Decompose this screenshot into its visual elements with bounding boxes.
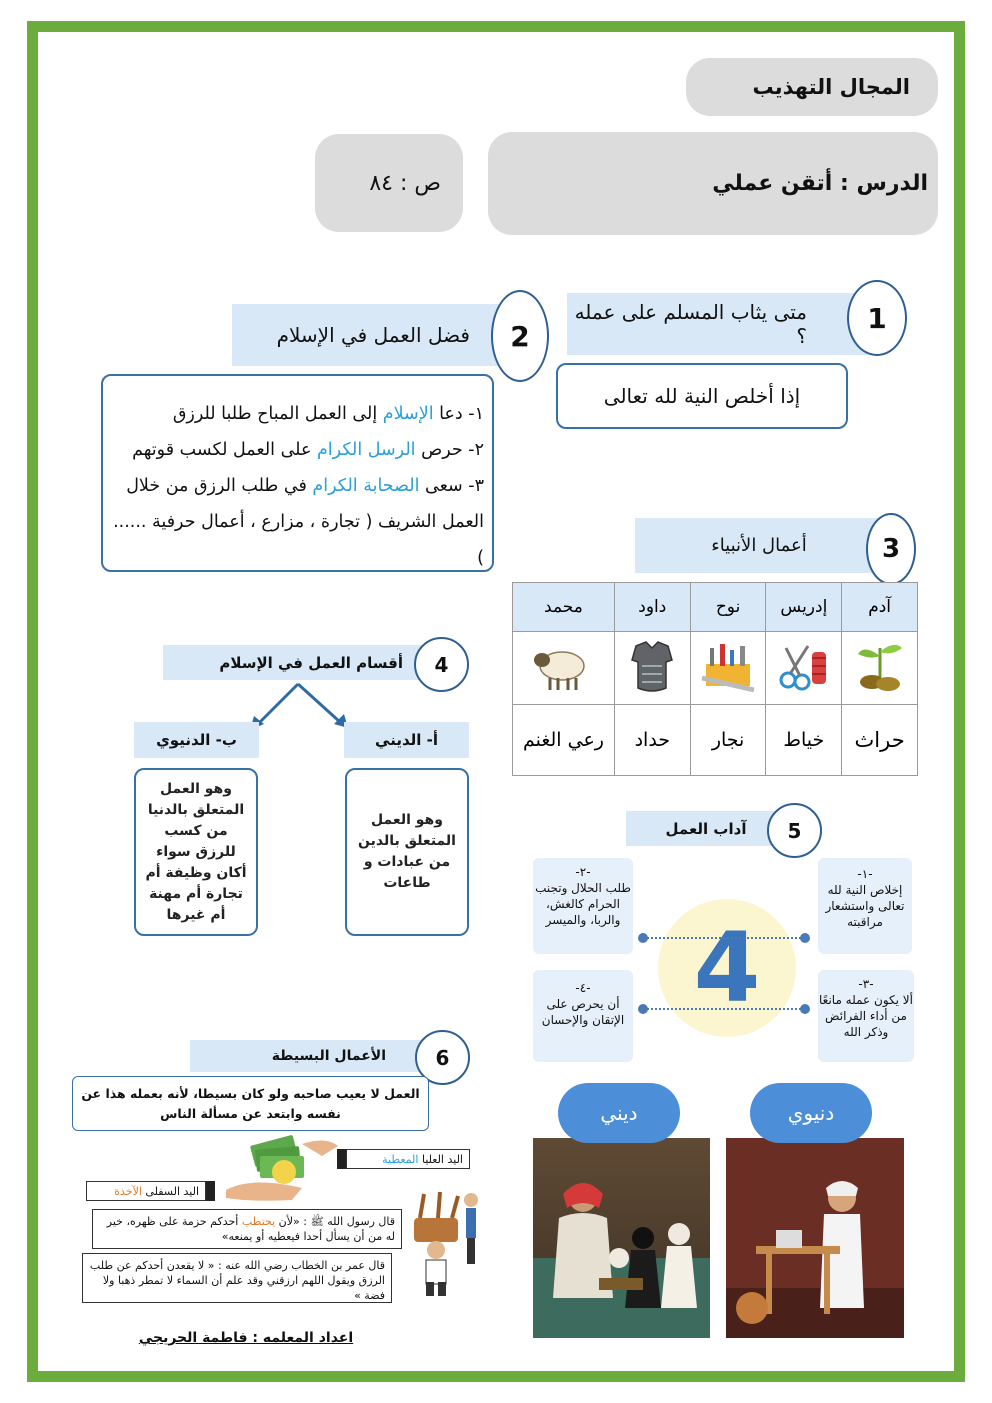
s5-manner-4-number: -٤- (575, 981, 591, 995)
s4-b-text-box (134, 768, 258, 936)
s5-manner-4-text: أن يحرص على الإتقان والإحسان (541, 997, 625, 1027)
s5-center-circle (658, 899, 796, 1037)
s1-title: متى يثاب المسلم على عمله ؟ (574, 300, 807, 348)
s5-dot (800, 1004, 810, 1014)
job-dawud: حداد (614, 705, 690, 776)
umar-quote: قال عمر بن الخطاب رضي الله عنه : « لا يقعدن أحدكم عن طلب الرزق ويقول اللهم ارزقني وقد علم أن السماء لا تمطر ذهبا ولا فضة » (89, 1259, 385, 1302)
s2-content-box (101, 374, 494, 572)
s3-number-badge (866, 513, 916, 585)
s4-a-label-bar (344, 722, 469, 758)
s1-number: 1 (867, 301, 887, 335)
s2-title: فضل العمل في الإسلام (276, 323, 470, 347)
author-text: اعداد المعلمه : فاطمة الحريجي (138, 1330, 354, 1346)
s5-dot (638, 1004, 648, 1014)
s4-title-bar (163, 645, 425, 680)
s5-manner-2 (533, 858, 633, 954)
s2-number: 2 (510, 319, 530, 353)
s4-a-text: وهو العمل المتعلق بالدين من عبادات و طاعات (358, 812, 456, 891)
lower-hand-label-marker (206, 1181, 215, 1201)
s5-manner-1-text: إخلاص النية لله تعالى واستشعار مراقبته (825, 883, 905, 929)
s4-a-label: أ- الديني (375, 731, 438, 749)
s5-number: 5 (787, 818, 802, 843)
s5-manner-4 (533, 970, 633, 1062)
s3-title-bar (635, 518, 883, 573)
s5-manner-1 (818, 858, 912, 954)
s4-title: أقسام العمل في الإسلام (219, 653, 403, 672)
sheep-icon (513, 632, 615, 705)
s2-title-bar (232, 304, 520, 366)
s4-b-label: ب- الدنيوي (156, 731, 237, 749)
s5-dot (638, 933, 648, 943)
field-title: المجال التهذيب (752, 75, 910, 99)
religious-label: ديني (600, 1101, 638, 1125)
s4-b-text: وهو العمل المتعلق بالدنيا من كسب للرزق سواء أكان وظيفة أم تجارة أم مهنة أم غيرها (145, 780, 247, 923)
s5-manner-3-text: ألا يكون عمله مانعًا من أداء الفرائض وذكر الله (819, 993, 913, 1039)
s2-line-1: ١- دعا الإسلام إلى العمل المباح طلبا للرزق (172, 404, 484, 424)
prophet-muhammad: محمد (513, 583, 615, 632)
s5-number-badge (767, 803, 822, 858)
page-number: ص : ٨٤ (369, 170, 441, 196)
s2-line-3: ٣- سعى الصحابة الكرام في طلب الرزق من خلال (126, 476, 484, 496)
job-idris: خياط (766, 705, 842, 776)
prophets-table (512, 582, 918, 776)
s1-number-badge (847, 280, 907, 356)
s4-number: 4 (434, 652, 449, 677)
s4-b-label-bar (134, 722, 259, 758)
money-hands-icon (222, 1132, 342, 1204)
s4-number-badge (414, 637, 469, 692)
s4-a-text-box (345, 768, 469, 936)
s5-title: آداب العمل (665, 819, 747, 838)
prophet-adam: آدم (842, 583, 918, 632)
s2-number-badge (491, 290, 549, 382)
s2-line-2: ٢- حرص الرسل الكرام على العمل لكسب قوتهم (132, 440, 484, 460)
s1-answer-box (556, 363, 848, 429)
field-title-pill (686, 58, 938, 116)
armor-icon (614, 632, 690, 705)
prophet-idris: إدريس (766, 583, 842, 632)
s5-connector-bottom (643, 1008, 805, 1010)
s6-text-box (72, 1076, 429, 1131)
s5-manner-3-number: -٣- (858, 977, 874, 991)
worldly-label: دنيوي (787, 1101, 835, 1125)
s1-answer: إذا أخلص النية لله تعالى (603, 384, 801, 408)
s6-title: الأعمال البسيطة (271, 1048, 386, 1064)
s5-manner-2-number: -٢- (575, 865, 591, 879)
s3-number: 3 (881, 534, 901, 564)
worldly-label-cloud (750, 1083, 872, 1143)
s5-center-number: 4 (693, 912, 761, 1024)
job-adam: حراث (842, 705, 918, 776)
s6-number: 6 (435, 1045, 450, 1070)
lower-hand-label: اليد السفلى الآخذة (86, 1181, 206, 1201)
religious-label-cloud (558, 1083, 680, 1143)
s5-manner-3 (818, 970, 914, 1062)
s2-line-4: العمل الشريف ( تجارة ، مزارع ، أعمال حرفية ...... ) (113, 512, 484, 568)
scissors-thread-icon (766, 632, 842, 705)
lesson-title-pill (488, 132, 938, 235)
job-muhammad: رعي الغنم (513, 705, 615, 776)
upper-hand-label: اليد العليا المعطية (346, 1149, 470, 1169)
s6-text: العمل لا يعيب صاحبه ولو كان بسيطا، لأنه بعمله هذا عن نفسه وابتعد عن مسألة الناس (81, 1086, 420, 1121)
author-credit (138, 1327, 354, 1346)
sprout-icon (842, 632, 918, 705)
s1-title-bar (567, 293, 867, 355)
s6-title-bar (190, 1040, 430, 1072)
s3-title: أعمال الأنبياء (711, 535, 807, 556)
s5-dot (800, 933, 810, 943)
woodcutter-icon (400, 1188, 490, 1298)
toolbox-icon (690, 632, 766, 705)
job-nuh: نجار (690, 705, 766, 776)
lesson-title: الدرس : أتقن عملي (712, 171, 928, 196)
s5-manner-2-text: طلب الحلال وتجنب الحرام كالغش، والربا، والميسر (535, 881, 631, 927)
worldly-work-image (726, 1138, 904, 1338)
s5-title-bar (626, 811, 786, 846)
hadith-box: قال رسول الله ﷺ : «لأن يحتطب أحدكم حزمة على ظهره، خير له من أن يسأل أحدا فيعطيه أو يمنعه» (92, 1209, 402, 1249)
s5-connector-top (643, 937, 805, 939)
page-number-pill (315, 134, 463, 232)
religious-work-image (533, 1138, 710, 1338)
umar-quote-box (82, 1253, 392, 1303)
prophet-nuh: نوح (690, 583, 766, 632)
upper-hand-label-marker (337, 1149, 346, 1169)
prophet-dawud: داود (614, 583, 690, 632)
s5-manner-1-number: -١- (857, 867, 873, 881)
